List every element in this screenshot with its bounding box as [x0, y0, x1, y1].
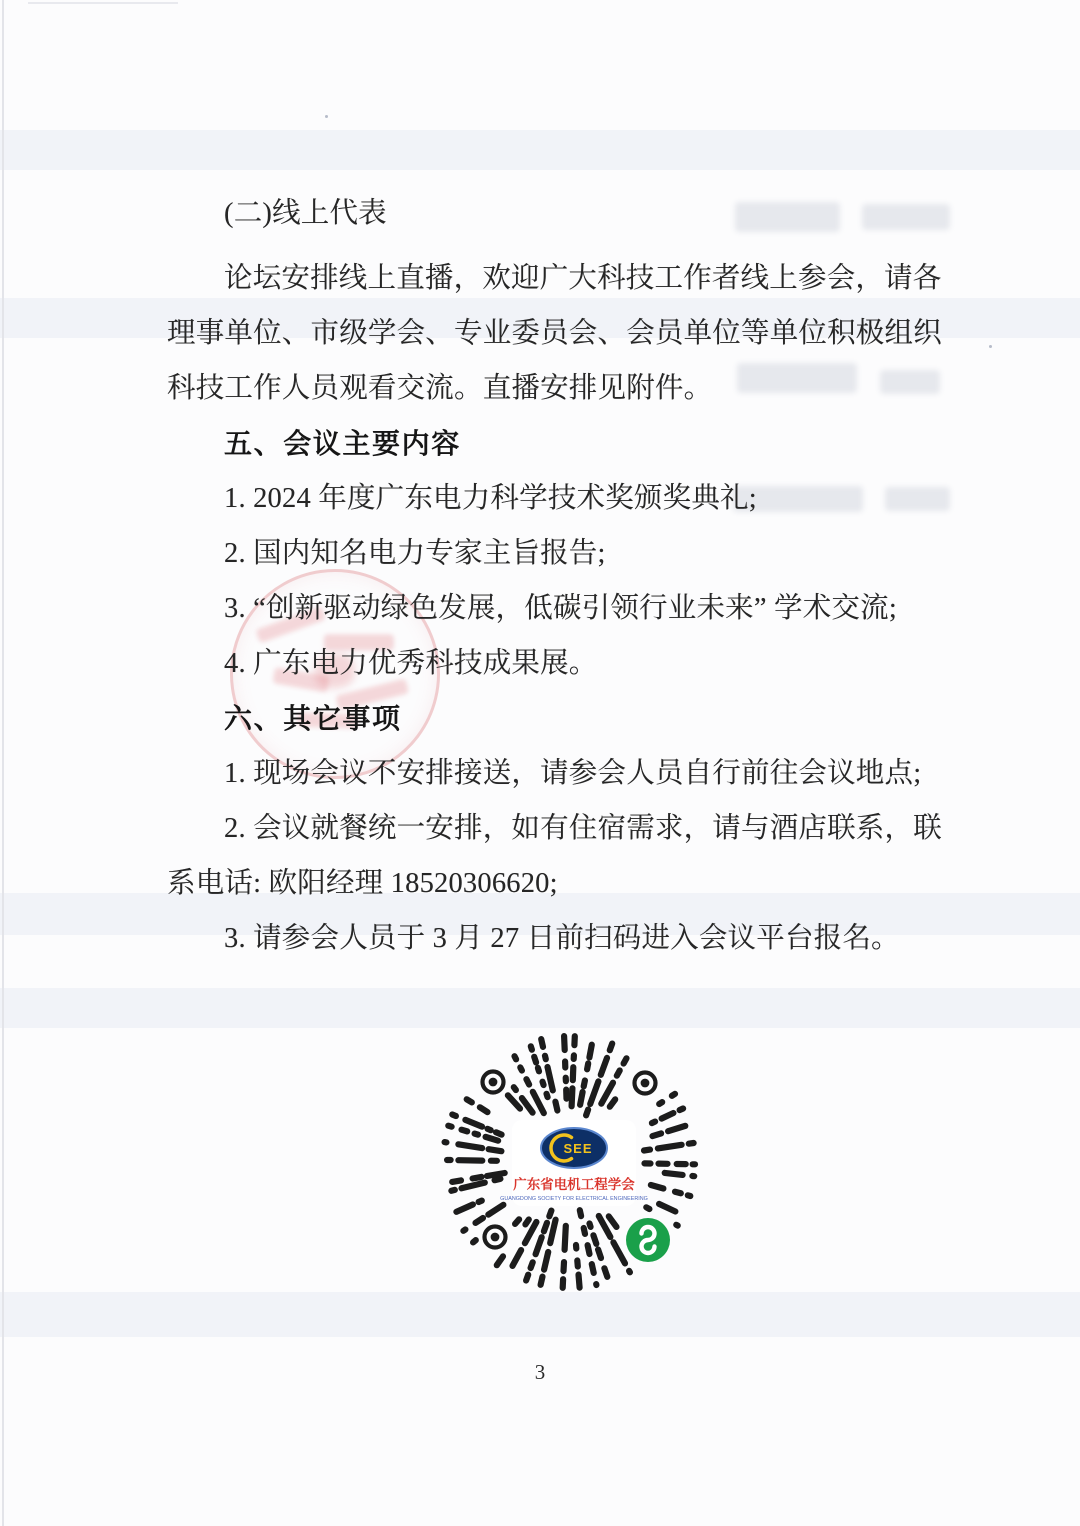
scan-speck — [989, 345, 992, 348]
body-text-column — [167, 186, 942, 966]
section6-item-continuation: 系电话: 欧阳经理 18520306620; — [167, 868, 558, 899]
section6-item: 2. 会议就餐统一安排，如有住宿需求，请与酒店联系，联 — [224, 813, 942, 844]
logo-name-cn: 广东省电机工程学会 — [513, 1177, 635, 1192]
section5-item: 2. 国内知名电力专家主旨报告; — [224, 538, 606, 569]
scan-edge-line — [28, 2, 178, 4]
scan-speck — [325, 115, 328, 118]
qr-center-logo — [500, 1120, 648, 1206]
see-logo-acronym: SEE — [563, 1141, 593, 1156]
section5-item: 1. 2024 年度广东电力科学技术奖颁奖典礼; — [224, 483, 757, 514]
scan-edge-line — [2, 0, 4, 1526]
section5-item: 3. “创新驱动绿色发展，低碳引领行业未来” 学术交流; — [224, 593, 897, 624]
page-number: 3 — [534, 1360, 546, 1384]
section6-item: 1. 现场会议不安排接送，请参会人员自行前往会议地点; — [224, 758, 922, 789]
section6-title: 六、其它事项 — [224, 703, 402, 734]
paragraph-line: 论坛安排线上直播，欢迎广大科技工作者线上参会，请各 — [224, 263, 942, 294]
scan-band — [0, 130, 1080, 170]
section5-title: 五、会议主要内容 — [224, 428, 461, 459]
subsection-heading: (二)线上代表 — [224, 198, 387, 229]
section6-item: 3. 请参会人员于 3 月 27 日前扫码进入会议平台报名。 — [224, 923, 900, 954]
paragraph-line: 理事单位、市级学会、专业委员会、会员单位等单位积极组织 — [167, 318, 942, 349]
section5-item: 4. 广东电力优秀科技成果展。 — [224, 648, 598, 679]
logo-name-en: GUANGDONG SOCIETY FOR ELECTRICAL ENGINEERING — [500, 1196, 648, 1202]
paragraph-line: 科技工作人员观看交流。直播安排见附件。 — [167, 373, 713, 404]
qr-code — [430, 1022, 710, 1302]
